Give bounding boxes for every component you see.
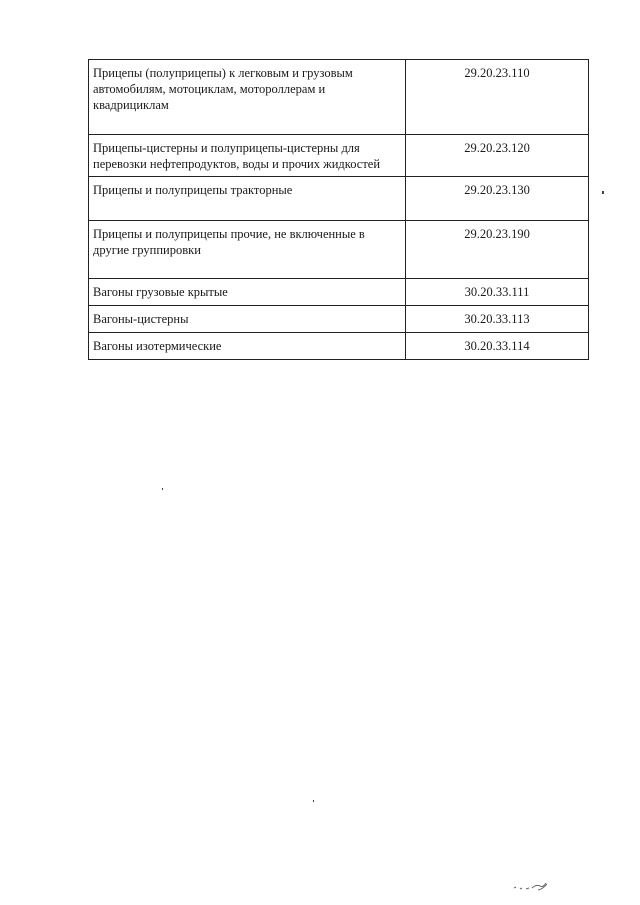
product-code-cell: 29.20.23.110 bbox=[406, 60, 589, 135]
product-code-cell: 29.20.23.190 bbox=[406, 221, 589, 279]
product-code-cell: 29.20.23.120 bbox=[406, 135, 589, 177]
scan-speck bbox=[162, 488, 163, 490]
handwritten-mark bbox=[512, 878, 558, 896]
product-code-cell: 30.20.33.114 bbox=[406, 333, 589, 360]
table-row bbox=[89, 306, 589, 333]
product-code-cell: 30.20.33.113 bbox=[406, 306, 589, 333]
table-row bbox=[89, 279, 589, 306]
product-name-cell: Вагоны грузовые крытые bbox=[89, 279, 406, 306]
table-row bbox=[89, 333, 589, 360]
product-name-cell: Прицепы и полуприцепы прочие, не включенные в другие группировки bbox=[89, 221, 406, 279]
product-name-cell: Вагоны-цистерны bbox=[89, 306, 406, 333]
scan-speck bbox=[313, 800, 314, 802]
product-name-cell: Прицепы (полуприцепы) к легковым и грузовым автомобилям, мотоциклам, мотороллерам и квадрициклам bbox=[89, 60, 406, 135]
table-row bbox=[89, 177, 589, 221]
table-row bbox=[89, 221, 589, 279]
table-row bbox=[89, 135, 589, 177]
product-code-cell: 29.20.23.130 bbox=[406, 177, 589, 221]
product-name-cell: Вагоны изотермические bbox=[89, 333, 406, 360]
product-code-cell: 30.20.33.111 bbox=[406, 279, 589, 306]
product-codes-table bbox=[88, 59, 589, 360]
scan-speck bbox=[602, 191, 604, 194]
product-name-cell: Прицепы и полуприцепы тракторные bbox=[89, 177, 406, 221]
table-row bbox=[89, 60, 589, 135]
product-name-cell: Прицепы-цистерны и полуприцепы-цистерны для перевозки нефтепродуктов, воды и прочих жидкостей bbox=[89, 135, 406, 177]
